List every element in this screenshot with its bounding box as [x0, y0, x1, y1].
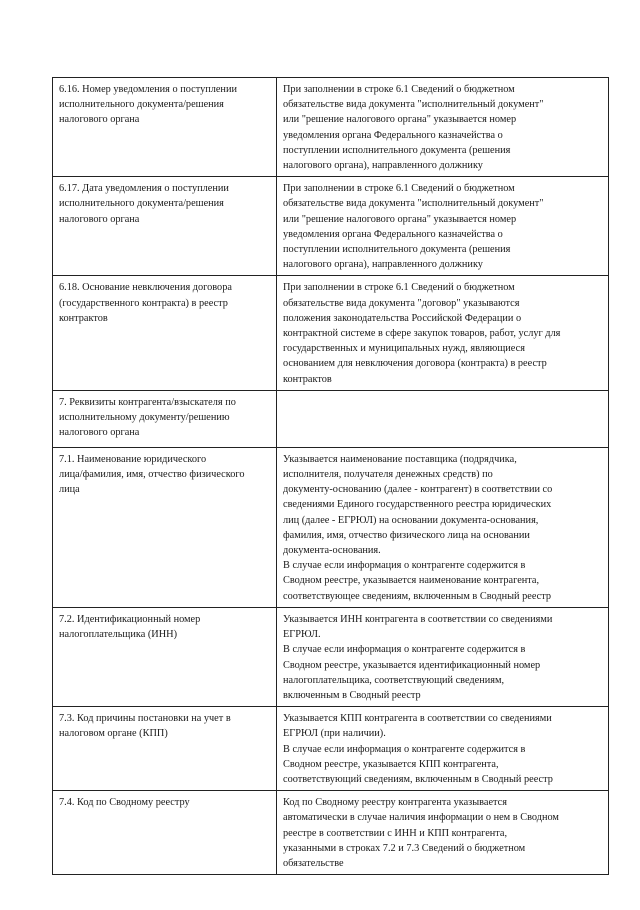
requisites-table: [52, 77, 609, 875]
field-name-cell: 7.2. Идентификационный номер налогоплательщика (ИНН): [53, 607, 277, 706]
table-row: [53, 447, 609, 607]
table-row: [53, 177, 609, 276]
table-row: [53, 78, 609, 177]
field-description-cell: При заполнении в строке 6.1 Сведений о бюджетном обязательстве вида документа "исполнительный документ" или "решение налогового органа" указывается номер уведомления органа Федерального казначейства о поступлении исполнительного документа (решения налогового органа), направленного должнику: [277, 78, 609, 177]
table-row: [53, 791, 609, 875]
field-description-cell: Указывается наименование поставщика (подрядчика, исполнителя, получателя денежных средств) по документу-основанию (далее - контрагент) в соответствии со сведениями Единого государственного реестра юридических лиц (далее - ЕГРЮЛ) на основании документа-основания, фамилия, имя, отчество физического лица на основании документа-основания. В случае если информация о контрагенте содержится в Сводном реестре, указывается наименование контрагента, соответствующее сведениям, включенным в Сводный реестр: [277, 447, 609, 607]
table-row: [53, 276, 609, 390]
table-row: [53, 707, 609, 791]
table-row: [53, 607, 609, 706]
section-heading-cell: 7. Реквизиты контрагента/взыскателя по исполнительному документу/решению налогового органа: [53, 390, 277, 447]
field-name-cell: 7.4. Код по Сводному реестру: [53, 791, 277, 875]
field-name-cell: 7.3. Код причины постановки на учет в налоговом органе (КПП): [53, 707, 277, 791]
field-description-cell: Код по Сводному реестру контрагента указывается автоматически в случае наличия информации о нем в Сводном реестре в соответствии с ИНН и КПП контрагента, указанными в строках 7.2 и 7.3 Сведений о бюджетном обязательстве: [277, 791, 609, 875]
field-description-cell: При заполнении в строке 6.1 Сведений о бюджетном обязательстве вида документа "исполнительный документ" или "решение налогового органа" указывается номер уведомления органа Федерального казначейства о поступлении исполнительного документа (решения налогового органа), направленного должнику: [277, 177, 609, 276]
field-name-cell: 6.17. Дата уведомления о поступлении исполнительного документа/решения налогового органа: [53, 177, 277, 276]
field-description-cell: [277, 390, 609, 447]
field-description-cell: Указывается КПП контрагента в соответствии со сведениями ЕГРЮЛ (при наличии). В случае если информация о контрагенте содержится в Сводном реестре, указывается КПП контрагента, соответствующий сведениям, включенным в Сводный реестр: [277, 707, 609, 791]
field-description-cell: Указывается ИНН контрагента в соответствии со сведениями ЕГРЮЛ. В случае если информация о контрагенте содержится в Сводном реестре, указывается идентификационный номер налогоплательщика, соответствующий сведениям, включенным в Сводный реестр: [277, 607, 609, 706]
field-name-cell: 6.16. Номер уведомления о поступлении исполнительного документа/решения налогового органа: [53, 78, 277, 177]
field-name-cell: 7.1. Наименование юридического лица/фамилия, имя, отчество физического лица: [53, 447, 277, 607]
field-name-cell: 6.18. Основание невключения договора (государственного контракта) в реестр контрактов: [53, 276, 277, 390]
table-row: [53, 390, 609, 447]
field-description-cell: При заполнении в строке 6.1 Сведений о бюджетном обязательстве вида документа "договор" указываются положения законодательства Российской Федерации о контрактной системе в сфере закупок товаров, работ, услуг для государственных и муниципальных нужд, являющиеся основанием для невключения договора (контракта) в реестр контрактов: [277, 276, 609, 390]
